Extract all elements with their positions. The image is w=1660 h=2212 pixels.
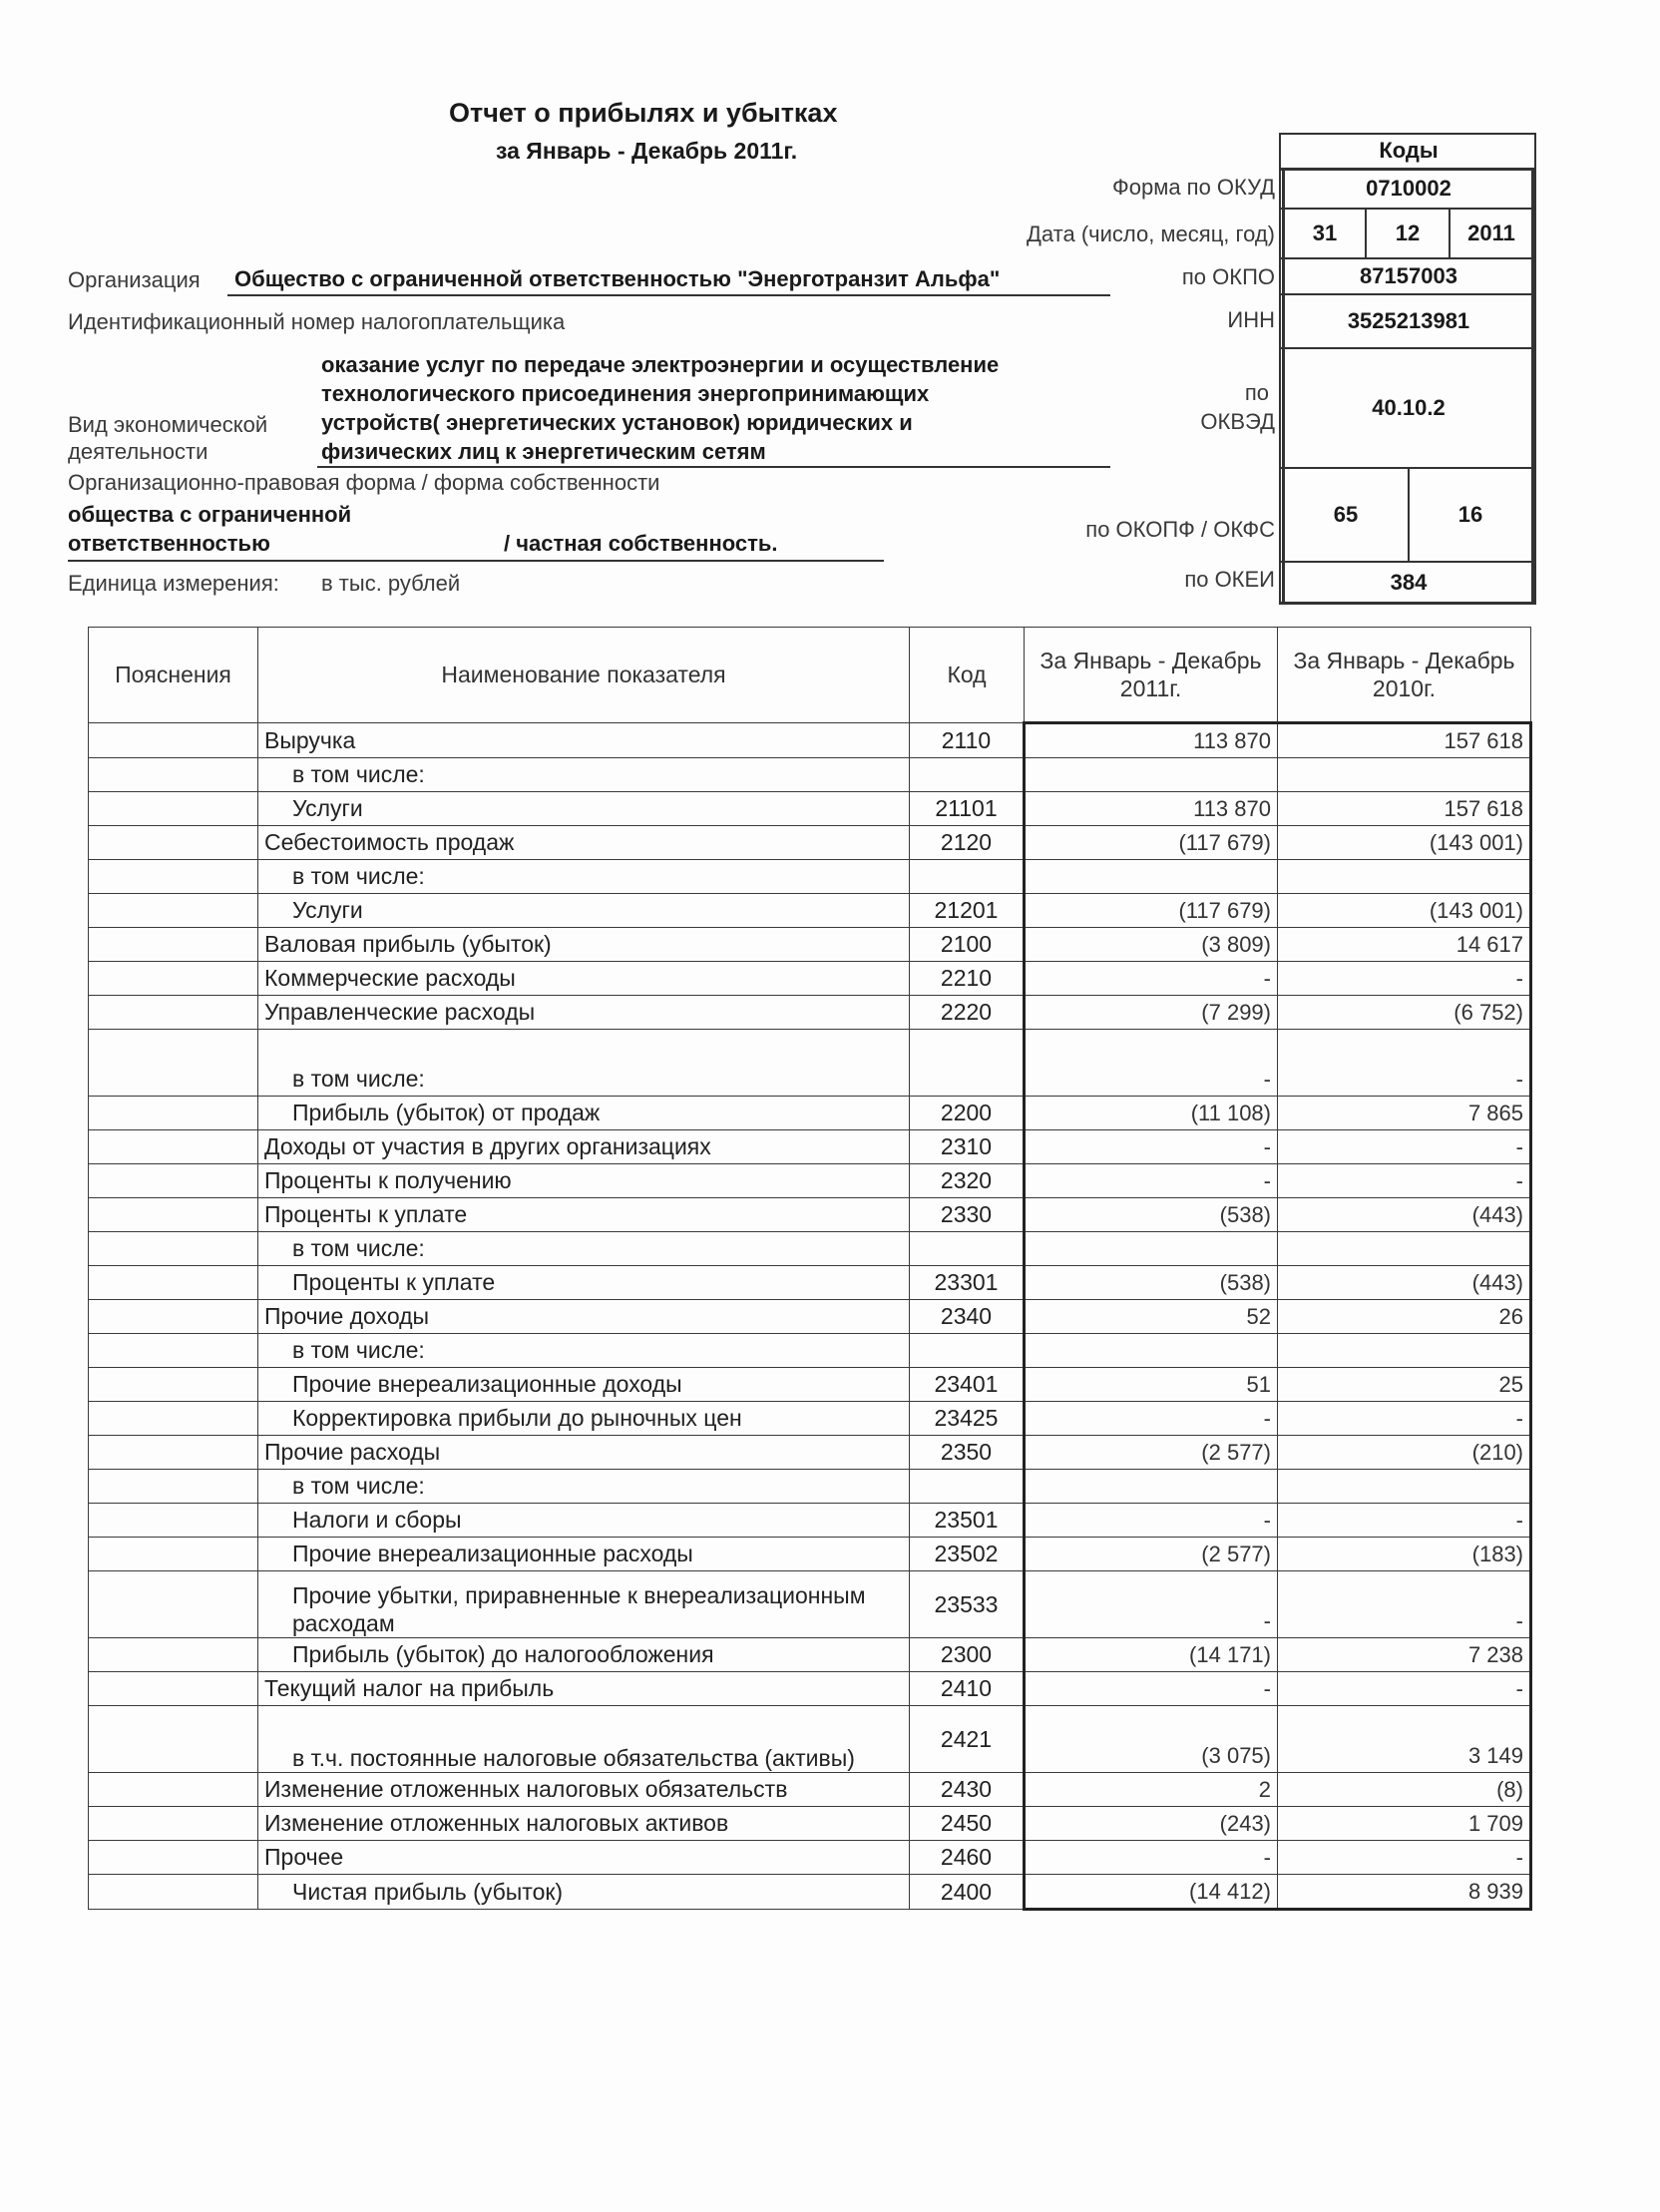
row-value-2010: (8) [1278,1773,1531,1807]
row-notes [89,758,258,792]
table-row [89,1334,1531,1368]
row-notes [89,1571,258,1638]
row-value-2010: (143 001) [1278,894,1531,928]
table-row [89,758,1531,792]
row-value-2010 [1278,1470,1531,1504]
row-code: 2350 [910,1436,1025,1470]
row-notes [89,1841,258,1875]
row-notes [89,1232,258,1266]
row-value-2010: 7 865 [1278,1097,1531,1130]
row-name: Валовая прибыль (убыток) [258,928,910,962]
row-value-2010: - [1278,1030,1531,1097]
row-name: Прочее [258,1841,910,1875]
row-value-2011 [1025,1470,1278,1504]
row-name: Управленческие расходы [258,996,910,1030]
col-2010-header: За Январь - Декабрь 2010г. [1278,628,1531,723]
row-code: 2310 [910,1130,1025,1164]
table-row [89,928,1531,962]
row-name: в том числе: [258,1470,910,1504]
row-code [910,860,1025,894]
row-value-2010: - [1278,1841,1531,1875]
row-value-2011: - [1025,1402,1278,1436]
row-notes [89,1504,258,1538]
row-value-2011: 2 [1025,1773,1278,1807]
row-notes [89,894,258,928]
row-name: Прибыль (убыток) до налогообложения [258,1638,910,1672]
okei-label: по ОКЕИ [1184,567,1275,592]
activity-label-1: Вид экономической [68,412,268,437]
report-period: за Январь - Декабрь 2011г. [496,138,798,164]
row-value-2010: 157 618 [1278,792,1531,826]
row-code: 2330 [910,1198,1025,1232]
row-value-2010: 7 238 [1278,1638,1531,1672]
row-value-2011: (3 075) [1025,1706,1278,1773]
row-value-2010 [1278,758,1531,792]
row-value-2010: 25 [1278,1368,1531,1402]
okpo-label: по ОКПО [1181,264,1275,289]
row-code: 23425 [910,1402,1025,1436]
row-value-2010: 157 618 [1278,723,1531,758]
row-notes [89,723,258,758]
row-code: 2340 [910,1300,1025,1334]
table-row [89,1538,1531,1571]
row-code: 23401 [910,1368,1025,1402]
okved-value: 40.10.2 [1372,395,1446,420]
table-row [89,1097,1531,1130]
table-row [89,1030,1531,1097]
row-notes [89,1266,258,1300]
row-value-2011: (11 108) [1025,1097,1278,1130]
row-value-2011 [1025,1232,1278,1266]
okved-label: ОКВЭД [1200,409,1275,434]
row-value-2010: 14 617 [1278,928,1531,962]
table-row [89,1773,1531,1807]
table-row [89,1402,1531,1436]
row-code [910,1334,1025,1368]
row-value-2011: (2 577) [1025,1436,1278,1470]
table-row [89,1300,1531,1334]
row-value-2011: (243) [1025,1807,1278,1841]
row-value-2011 [1025,860,1278,894]
row-notes [89,792,258,826]
row-notes [89,1368,258,1402]
table-row [89,1436,1531,1470]
row-value-2011: - [1025,962,1278,996]
table-row [89,1672,1531,1706]
table-row [89,1266,1531,1300]
row-value-2010: - [1278,962,1531,996]
row-value-2011: - [1025,1504,1278,1538]
okpo-value: 87157003 [1360,263,1457,288]
row-code: 23501 [910,1504,1025,1538]
row-notes [89,826,258,860]
table-row [89,1198,1531,1232]
row-value-2010: 26 [1278,1300,1531,1334]
row-code: 2110 [910,723,1025,758]
row-value-2011 [1025,1334,1278,1368]
row-value-2011: - [1025,1130,1278,1164]
col-notes-header: Пояснения [89,628,258,723]
row-value-2010 [1278,1334,1531,1368]
unit-label: Единица измерения: [68,571,279,596]
row-name: Прочие внереализационные расходы [258,1538,910,1571]
row-code: 2421 [910,1706,1025,1773]
row-notes [89,1402,258,1436]
row-notes [89,1470,258,1504]
row-value-2010 [1278,1232,1531,1266]
row-value-2010: 8 939 [1278,1875,1531,1910]
row-name: в том числе: [258,1334,910,1368]
row-value-2010: (6 752) [1278,996,1531,1030]
row-code [910,1030,1025,1097]
row-name: Прочие убытки, приравненные к внереализационным расходам [258,1571,910,1638]
date-month: 12 [1395,221,1421,245]
org-label: Организация [68,267,201,292]
row-name: в том числе: [258,1030,910,1097]
table-row [89,1875,1531,1910]
table-row [89,1130,1531,1164]
table-row [89,996,1531,1030]
table-row [89,1368,1531,1402]
row-name: Проценты к уплате [258,1198,910,1232]
row-code [910,1232,1025,1266]
activity-line-4: физических лиц к энергетическим сетям [321,439,766,464]
table-row [89,1470,1531,1504]
row-code: 21101 [910,792,1025,826]
row-name: Прочие расходы [258,1436,910,1470]
row-value-2011: 51 [1025,1368,1278,1402]
row-code: 23301 [910,1266,1025,1300]
activity-line-3: устройств( энергетических установок) юридических и [321,410,913,435]
legal-form-line-1: общества с ограниченной [68,502,352,527]
ownership-form: / частная собственность. [504,531,778,556]
row-name: в том числе: [258,860,910,894]
row-value-2011: (14 171) [1025,1638,1278,1672]
row-value-2011: (117 679) [1025,894,1278,928]
col-2011-header: За Январь - Декабрь 2011г. [1025,628,1278,723]
row-code: 2100 [910,928,1025,962]
row-code: 23533 [910,1571,1025,1638]
row-name: Корректировка прибыли до рыночных цен [258,1402,910,1436]
okfs-value: 16 [1457,502,1483,527]
row-value-2010: - [1278,1504,1531,1538]
row-notes [89,1198,258,1232]
row-notes [89,1097,258,1130]
inn-code-label: ИНН [1227,307,1275,332]
row-value-2011: (2 577) [1025,1538,1278,1571]
row-code: 2220 [910,996,1025,1030]
row-value-2010: - [1278,1571,1531,1638]
table-row [89,1706,1531,1773]
okopf-value: 65 [1333,502,1359,527]
row-value-2010: 1 709 [1278,1807,1531,1841]
table-row [89,894,1531,928]
row-code: 2450 [910,1807,1025,1841]
row-notes [89,962,258,996]
report-title: Отчет о прибылях и убытках [449,98,838,128]
inn-value: 3525213981 [1347,308,1470,333]
table-row [89,1638,1531,1672]
row-name: в том числе: [258,1232,910,1266]
row-name: Себестоимость продаж [258,826,910,860]
row-notes [89,1164,258,1198]
row-notes [89,1538,258,1571]
row-name: Прочие доходы [258,1300,910,1334]
row-name: в том числе: [258,758,910,792]
row-value-2010: (183) [1278,1538,1531,1571]
row-code: 2430 [910,1773,1025,1807]
row-code: 2400 [910,1875,1025,1910]
activity-line-2: технологического присоединения энергопринимающих [321,381,930,406]
row-name: Налоги и сборы [258,1504,910,1538]
row-notes [89,1436,258,1470]
date-label: Дата (число, месяц, год) [1026,221,1275,246]
row-code [910,1470,1025,1504]
table-row [89,1504,1531,1538]
row-value-2011: (117 679) [1025,826,1278,860]
row-name: Прочие внереализационные доходы [258,1368,910,1402]
row-notes [89,1300,258,1334]
row-name: Текущий налог на прибыль [258,1672,910,1706]
table-row [89,1841,1531,1875]
table-row [89,1571,1531,1638]
table-row [89,1232,1531,1266]
table-row [89,826,1531,860]
row-notes [89,1706,258,1773]
row-value-2011: (538) [1025,1266,1278,1300]
row-notes [89,1875,258,1910]
row-value-2011: 113 870 [1025,792,1278,826]
row-name: Выручка [258,723,910,758]
row-value-2010 [1278,860,1531,894]
okud-label: Форма по ОКУД [1112,175,1275,200]
row-name: Проценты к получению [258,1164,910,1198]
org-name: Общество с ограниченной ответственностью "Энерготранзит Альфа" [234,266,1001,291]
row-value-2011: - [1025,1164,1278,1198]
row-code: 2460 [910,1841,1025,1875]
row-value-2011: - [1025,1571,1278,1638]
row-notes [89,1672,258,1706]
row-name: Услуги [258,894,910,928]
activity-label-2: деятельности [68,439,208,464]
row-value-2011: (7 299) [1025,996,1278,1030]
table-row [89,792,1531,826]
row-name: Проценты к уплате [258,1266,910,1300]
row-notes [89,1130,258,1164]
row-code: 2210 [910,962,1025,996]
col-code-header: Код [910,628,1025,723]
row-name: Коммерческие расходы [258,962,910,996]
row-name: Чистая прибыль (убыток) [258,1875,910,1910]
row-value-2010: (443) [1278,1198,1531,1232]
row-notes [89,928,258,962]
row-value-2011: - [1025,1672,1278,1706]
unit-value: в тыс. рублей [321,571,461,596]
row-value-2010: (143 001) [1278,826,1531,860]
row-code: 21201 [910,894,1025,928]
row-value-2010: - [1278,1672,1531,1706]
row-code [910,758,1025,792]
row-name: Изменение отложенных налоговых обязательств [258,1773,910,1807]
row-name: в т.ч. постоянные налоговые обязательства (активы) [258,1706,910,1773]
row-code: 2410 [910,1672,1025,1706]
row-notes [89,1807,258,1841]
row-value-2011: - [1025,1841,1278,1875]
row-value-2011: (538) [1025,1198,1278,1232]
row-value-2010: - [1278,1130,1531,1164]
okopf-label: по ОКОПФ / ОКФС [1085,517,1275,542]
date-day: 31 [1312,221,1338,245]
legal-form-line-2: ответственностью [68,531,270,556]
row-code: 2300 [910,1638,1025,1672]
row-notes [89,1638,258,1672]
row-name: Изменение отложенных налоговых активов [258,1807,910,1841]
taxpayer-id-label: Идентификационный номер налогоплательщика [68,309,566,334]
row-value-2010: (443) [1278,1266,1531,1300]
row-notes [89,1030,258,1097]
row-code: 2320 [910,1164,1025,1198]
table-row [89,860,1531,894]
table-row [89,1807,1531,1841]
row-code: 2200 [910,1097,1025,1130]
date-year: 2011 [1467,221,1515,245]
row-code: 23502 [910,1538,1025,1571]
table-row [89,723,1531,758]
codes-header: Коды [1379,138,1439,163]
row-name: Услуги [258,792,910,826]
income-statement-table [88,627,1532,1911]
row-value-2011: 52 [1025,1300,1278,1334]
row-name: Доходы от участия в других организациях [258,1130,910,1164]
okved-label-po: по [1244,380,1269,405]
row-notes [89,1773,258,1807]
row-notes [89,996,258,1030]
row-notes [89,1334,258,1368]
row-notes [89,860,258,894]
row-value-2011 [1025,758,1278,792]
activity-line-1: оказание услуг по передаче электроэнергии и осуществление [321,352,1000,377]
row-value-2011: (3 809) [1025,928,1278,962]
row-value-2010: (210) [1278,1436,1531,1470]
okei-value: 384 [1390,569,1428,595]
row-value-2010: 3 149 [1278,1706,1531,1773]
col-name-header: Наименование показателя [258,628,910,723]
row-value-2010: - [1278,1402,1531,1436]
table-row [89,962,1531,996]
row-value-2010: - [1278,1164,1531,1198]
table-row [89,1164,1531,1198]
row-value-2011: 113 870 [1025,723,1278,758]
legal-form-label: Организационно-правовая форма / форма собственности [68,470,660,495]
row-value-2011: (14 412) [1025,1875,1278,1910]
row-name: Прибыль (убыток) от продаж [258,1097,910,1130]
table-header-row [89,628,1531,723]
okud-value: 0710002 [1366,176,1452,201]
row-code: 2120 [910,826,1025,860]
row-value-2011: - [1025,1030,1278,1097]
